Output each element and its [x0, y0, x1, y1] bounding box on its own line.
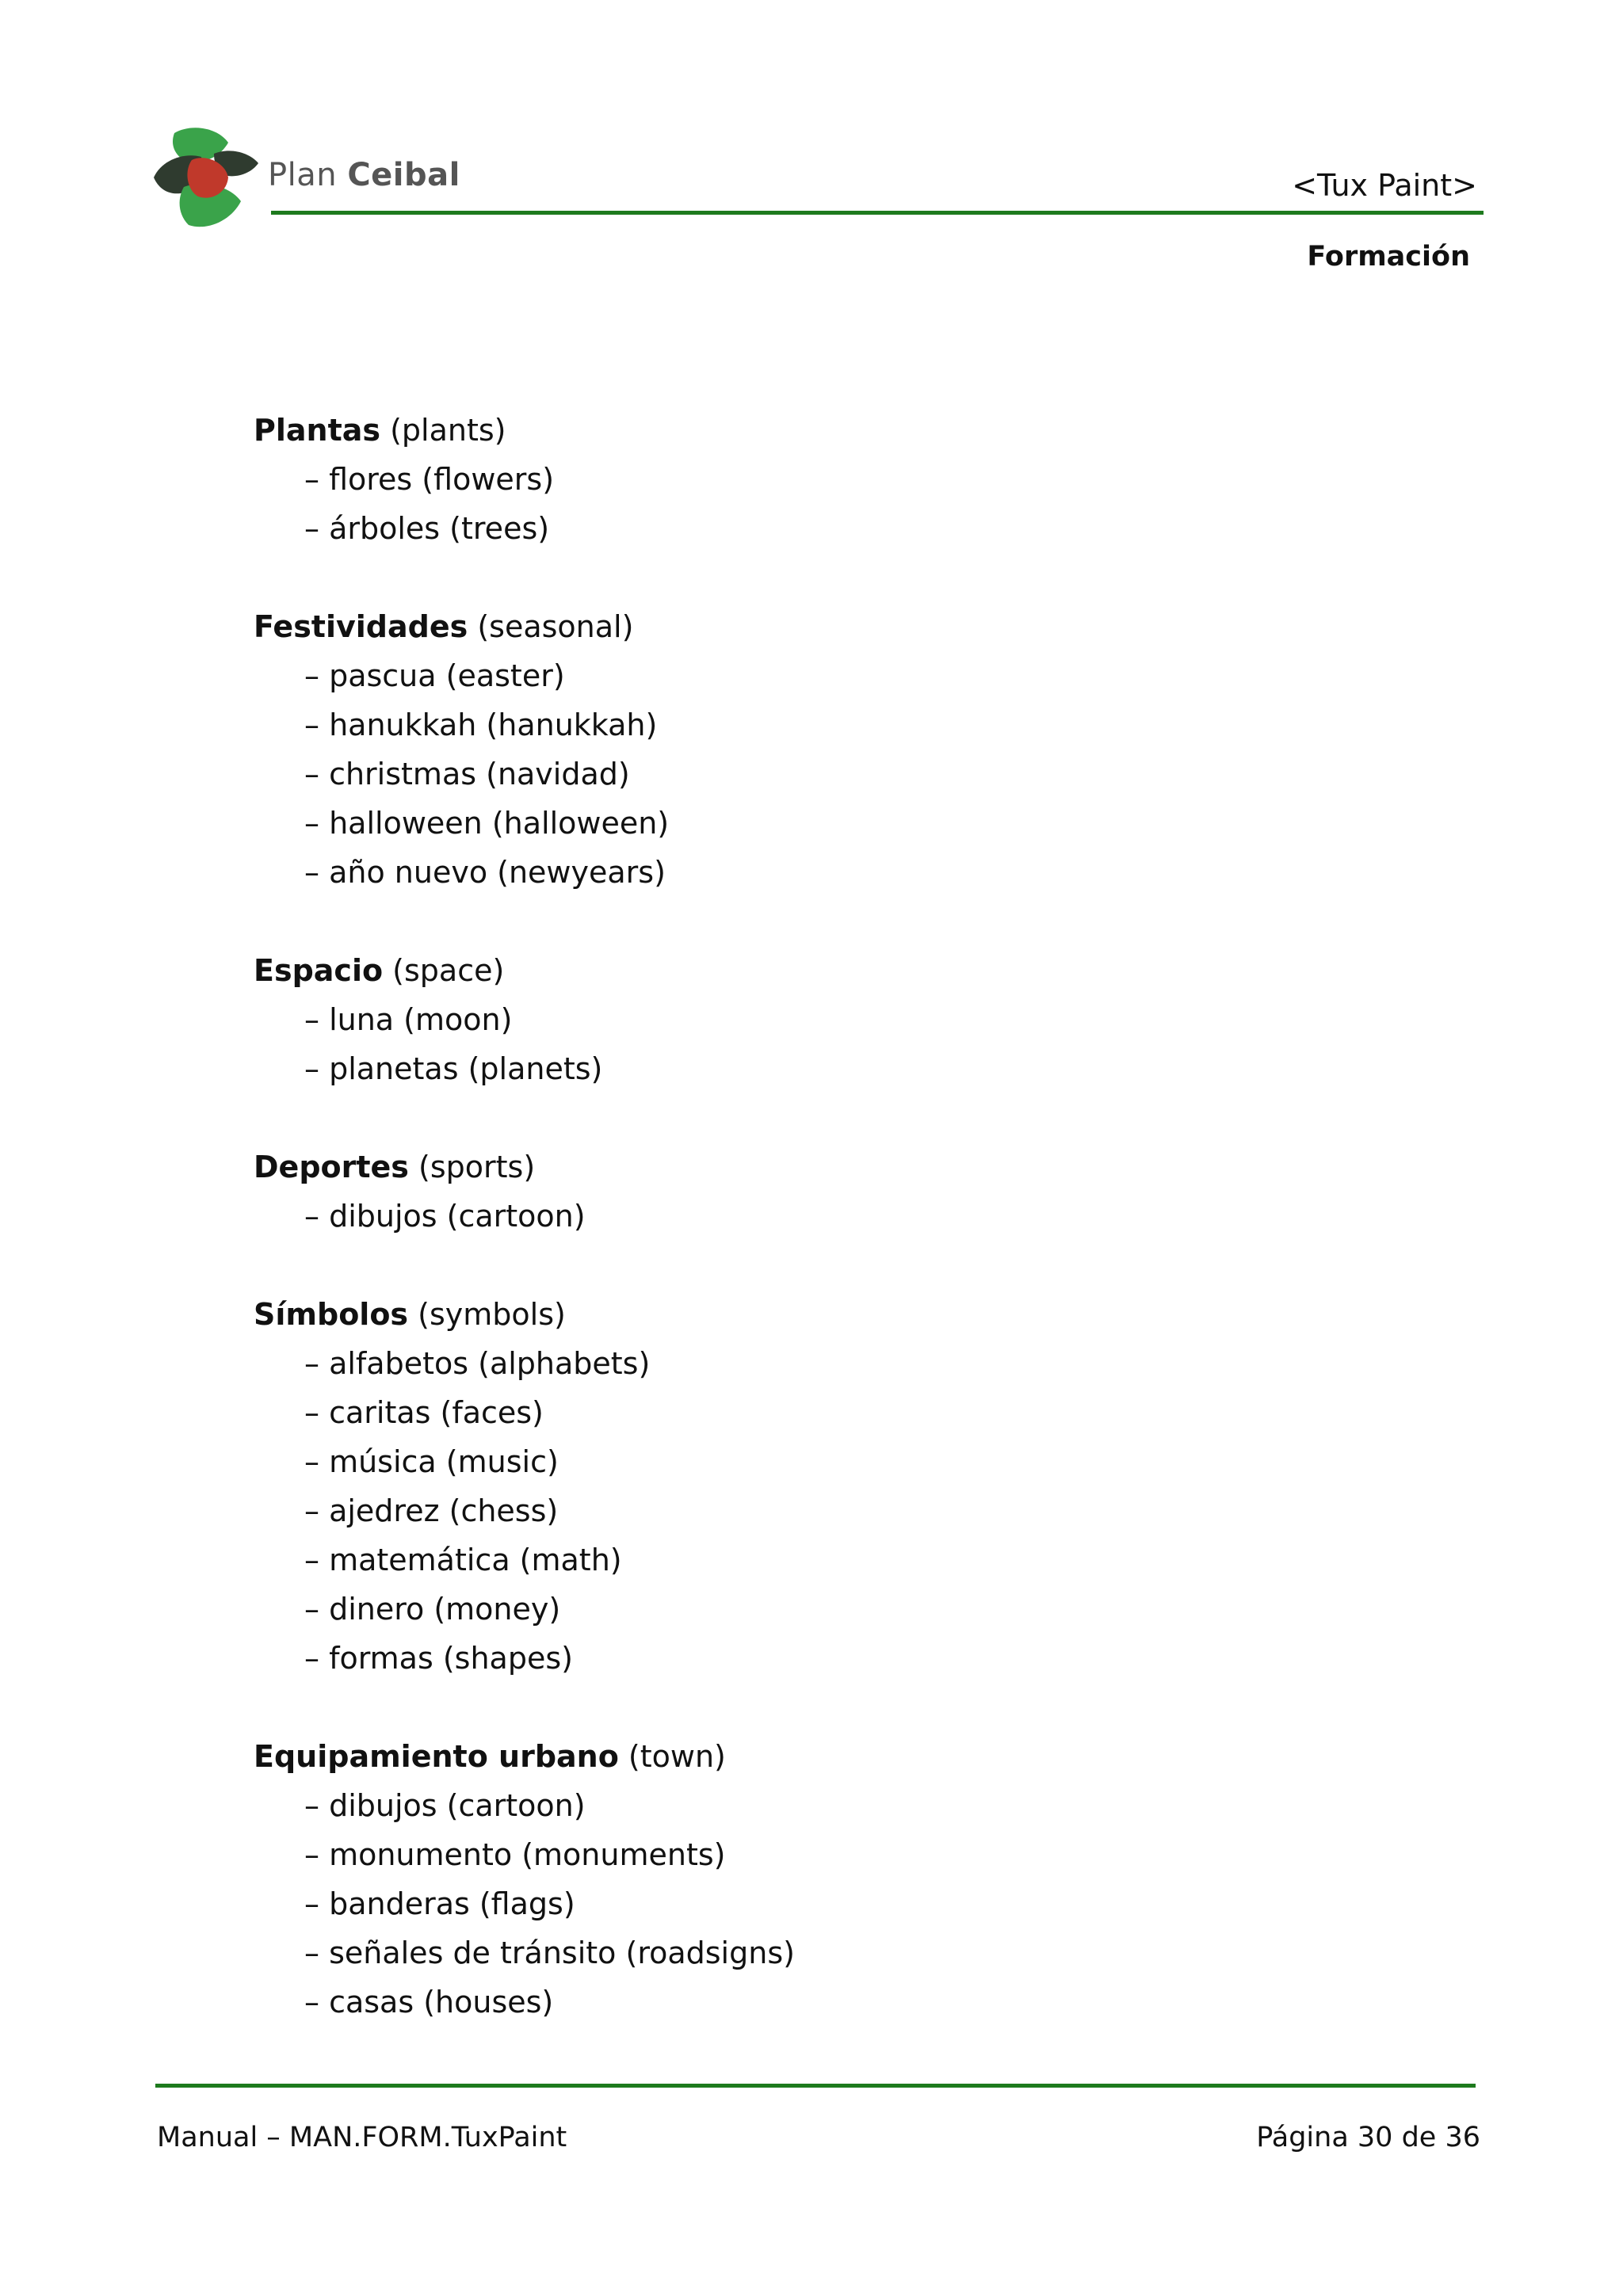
section-english: (sports): [418, 1150, 536, 1184]
footer-page-number: Página 30 de 36: [1256, 2122, 1480, 2153]
document-subtitle: Formación: [1307, 241, 1470, 273]
section-equipamiento-urbano: [254, 1732, 1442, 2027]
section-title: [254, 1290, 1442, 1339]
section-english: (space): [392, 953, 505, 988]
section-title: [254, 406, 1442, 455]
section-english: (symbols): [418, 1297, 566, 1332]
section-title: [254, 1732, 1442, 1781]
list-item: – christmas (navidad): [304, 757, 630, 791]
section-english: (town): [628, 1739, 726, 1774]
list-item: – árboles (trees): [304, 511, 550, 546]
section-english: (seasonal): [477, 609, 634, 644]
list-item: – música (music): [304, 1444, 559, 1479]
section-title: [254, 946, 1442, 995]
section-name: Deportes: [254, 1150, 409, 1184]
section-name: Plantas: [254, 413, 380, 448]
list-item: – flores (flowers): [304, 462, 555, 497]
list-item: – alfabetos (alphabets): [304, 1346, 651, 1381]
list-item: – luna (moon): [304, 1002, 513, 1037]
list-item: – dibujos (cartoon): [304, 1788, 586, 1823]
list-item: – formas (shapes): [304, 1641, 573, 1676]
list-item: – dibujos (cartoon): [304, 1199, 586, 1234]
list-item: – señales de tránsito (roadsigns): [304, 1936, 795, 1970]
section-name: Espacio: [254, 953, 384, 988]
list-item: – dinero (money): [304, 1592, 561, 1627]
list-item: – ajedrez (chess): [304, 1493, 559, 1528]
list-item: – casas (houses): [304, 1985, 554, 2019]
section-festividades: [254, 602, 1442, 897]
category-list: [254, 406, 1442, 2076]
list-item: – halloween (halloween): [304, 806, 670, 841]
logo-wordmark: [268, 157, 460, 193]
section-english: (plants): [390, 413, 506, 448]
document-title: <Tux Paint>: [1292, 168, 1477, 203]
list-item: – monumento (monuments): [304, 1837, 726, 1872]
plan-ceibal-logo: [152, 125, 263, 231]
list-item: – planetas (planets): [304, 1051, 603, 1086]
list-item: – año nuevo (newyears): [304, 855, 666, 890]
section-name: Símbolos: [254, 1297, 409, 1332]
section-deportes: [254, 1142, 1442, 1241]
logo-wordmark-light: Plan: [268, 157, 348, 193]
list-item: – caritas (faces): [304, 1395, 544, 1430]
section-title: [254, 1142, 1442, 1192]
section-plantas: [254, 406, 1442, 553]
list-item: – banderas (flags): [304, 1886, 575, 1921]
list-item: – pascua (easter): [304, 658, 565, 693]
header-rule: [271, 211, 1484, 215]
section-name: Equipamiento urbano: [254, 1739, 619, 1774]
list-item: – matemática (math): [304, 1543, 622, 1577]
footer-document-id: Manual – MAN.FORM.TuxPaint: [157, 2122, 567, 2153]
section-espacio: [254, 946, 1442, 1093]
list-item: – hanukkah (hanukkah): [304, 707, 658, 742]
section-simbolos: [254, 1290, 1442, 1683]
logo-wordmark-bold: Ceibal: [347, 157, 460, 193]
section-title: [254, 602, 1442, 651]
footer-rule: [155, 2084, 1476, 2088]
section-name: Festividades: [254, 609, 468, 644]
